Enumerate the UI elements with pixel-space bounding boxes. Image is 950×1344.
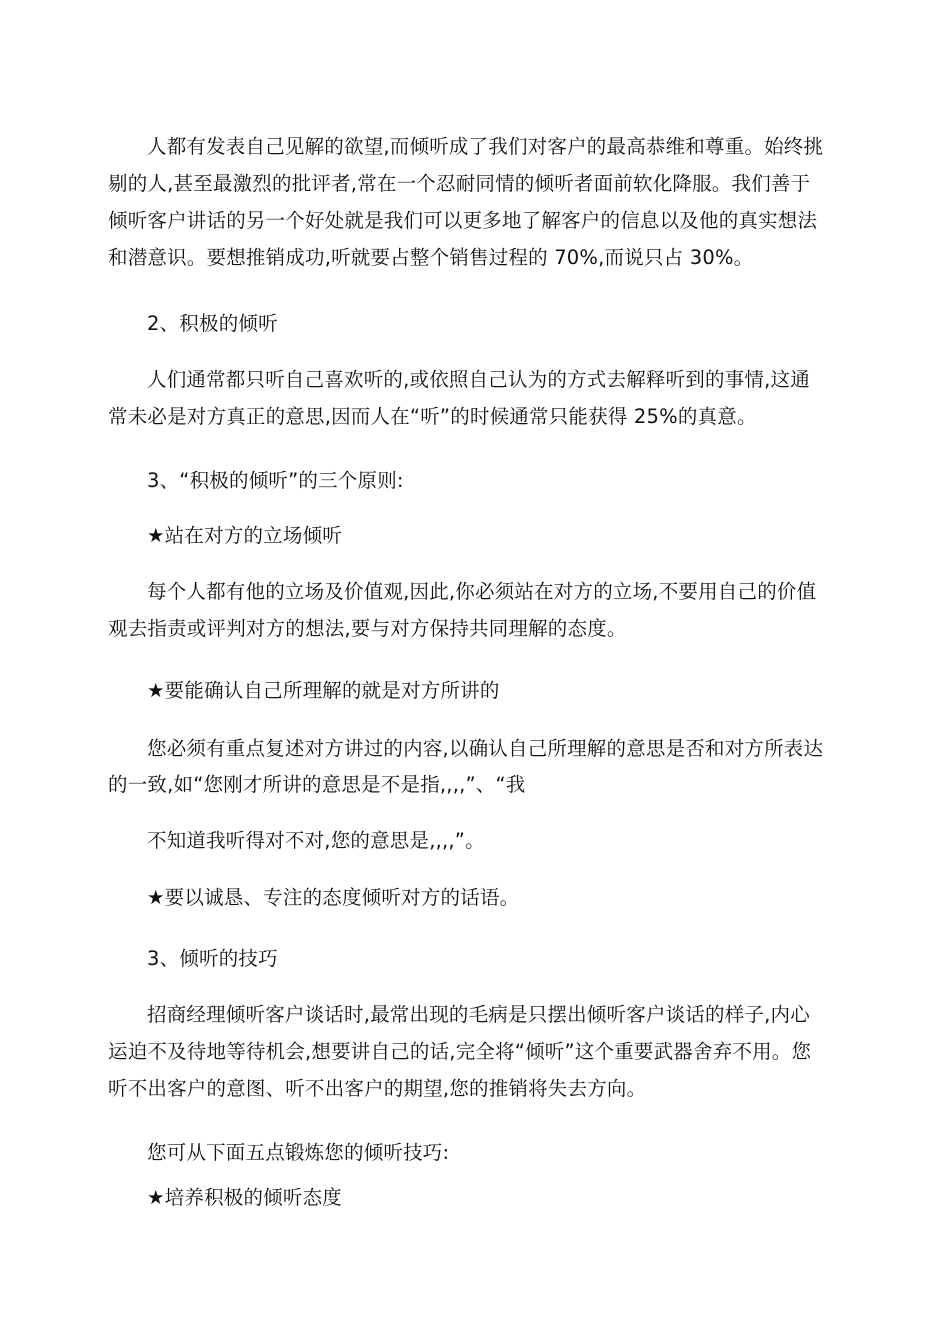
paragraph-1-line-1: 人都有发表自己见解的欲望,而倾听成了我们对客户的最高恭维和尊重。始终挑 xyxy=(147,135,824,158)
principle-2: ★要能确认自己所理解的就是对方所讲的 xyxy=(147,679,500,702)
paragraph-4-line-2: 的一致,如“您刚才所讲的意思是不是指,,,,”、“我 xyxy=(108,773,526,796)
paragraph-3-line-2: 观去指责或评判对方的想法,要与对方保持共同理解的态度。 xyxy=(108,617,627,640)
paragraph-1-line-2: 剔的人,甚至最激烈的批评者,常在一个忍耐同情的倾听者面前软化降服。我们善于 xyxy=(108,172,811,195)
paragraph-5-line-1: 招商经理倾听客户谈话时,最常出现的毛病是只摆出倾听客户谈话的样子,内心 xyxy=(147,1003,810,1026)
heading-active-listening: 2、积极的倾听 xyxy=(147,312,278,335)
paragraph-3-line-1: 每个人都有他的立场及价值观,因此,你必须站在对方的立场,不要用自己的价值 xyxy=(147,580,817,603)
paragraph-4-line-3: 不知道我听得对不对,您的意思是,,,,”。 xyxy=(147,829,485,852)
paragraph-5-line-3: 听不出客户的意图、听不出客户的期望,您的推销将失去方向。 xyxy=(108,1077,647,1100)
skill-1: ★培养积极的倾听态度 xyxy=(147,1186,342,1209)
paragraph-1-line-4: 和潜意识。要想推销成功,听就要占整个销售过程的 70%,而说只占 30%。 xyxy=(108,246,754,269)
paragraph-1-line-3: 倾听客户讲话的另一个好处就是我们可以更多地了解客户的信息以及他的真实想法 xyxy=(108,209,818,232)
paragraph-6: 您可从下面五点锻炼您的倾听技巧: xyxy=(147,1141,450,1164)
paragraph-4-line-1: 您必须有重点复述对方讲过的内容,以确认自己所理解的意思是否和对方所表达 xyxy=(147,737,824,760)
heading-listening-skills: 3、倾听的技巧 xyxy=(147,947,278,970)
paragraph-2-line-1: 人们通常都只听自己喜欢听的,或依照自己认为的方式去解释听到的事情,这通 xyxy=(147,368,810,391)
paragraph-2-line-2: 常未必是对方真正的意思,因而人在“听”的时候通常只能获得 25%的真意。 xyxy=(108,405,757,428)
principle-1: ★站在对方的立场倾听 xyxy=(147,524,342,547)
principle-3: ★要以诚恳、专注的态度倾听对方的话语。 xyxy=(147,886,520,909)
heading-three-principles: 3、“积极的倾听”的三个原则: xyxy=(147,469,404,492)
paragraph-5-line-2: 运迫不及待地等待机会,想要讲自己的话,完全将“倾听”这个重要武器舍弃不用。您 xyxy=(108,1040,812,1063)
